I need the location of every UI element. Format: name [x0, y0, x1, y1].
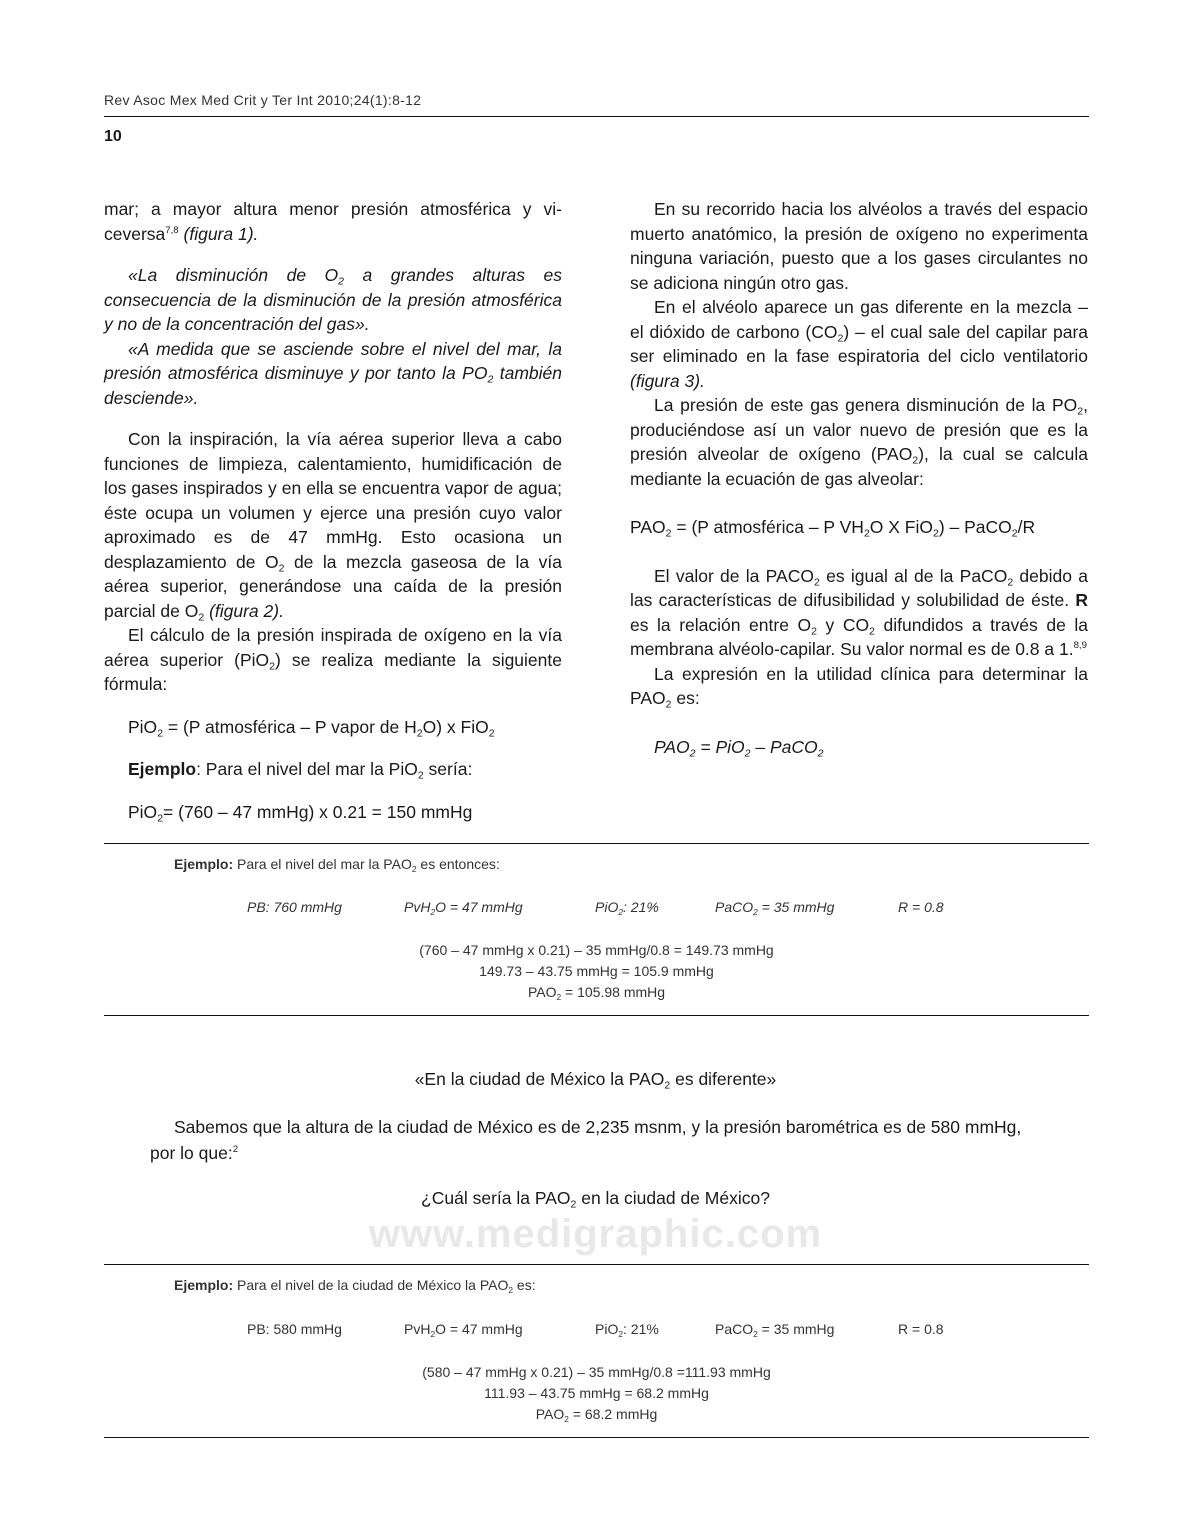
page-number: 10 [104, 128, 122, 145]
subscript: 2 [744, 747, 751, 760]
text-span: , produciéndose así un valor nuevo de presión que es la presión alveolar de oxígeno (PAO [630, 395, 1088, 464]
subscript: 2 [664, 1079, 671, 1092]
text-span: : 21% [623, 899, 659, 915]
text-span: es: [671, 688, 700, 708]
pio2-calculation [104, 800, 562, 825]
pio2-formula [104, 715, 562, 740]
text-span: PiO [595, 1321, 619, 1337]
text-span: : 21% [623, 1321, 659, 1337]
mexico-city-heading [0, 1069, 1191, 1090]
text-span: es diferente» [670, 1069, 777, 1089]
text-span: = (P atmosférica – P VH [671, 517, 864, 537]
alveolar-gas-equation [630, 515, 1088, 540]
text-span: es la relación entre O [630, 614, 812, 635]
box2-calculation [104, 1362, 1089, 1425]
subscript: 2 [278, 562, 285, 575]
text-span: – PaCO [750, 736, 818, 757]
subscript: 2 [817, 747, 824, 760]
figure-reference: (figura 1). [178, 223, 259, 244]
r-label: R [1075, 590, 1088, 610]
paco2-value [715, 1321, 834, 1337]
figure-reference: (figura 3). [630, 370, 705, 391]
header-rule [104, 116, 1089, 117]
pio2-value [595, 1321, 659, 1337]
text-span: «A medida que se asciende sobre el nivel del mar, la presión atmosférica disminuye y por tanto la PO [104, 338, 562, 383]
subscript: 2 [618, 906, 624, 917]
subscript: 2 [813, 576, 820, 589]
text-span: es: [513, 1277, 536, 1293]
text-span: y CO [816, 614, 870, 635]
text-span: = (P atmosférica – P vapor de H [163, 716, 417, 737]
text-span: es entonces: [416, 856, 500, 872]
subscript: 2 [753, 906, 758, 917]
text-span: La expresión en la utilidad clínica para determinar la PAO [630, 663, 1088, 708]
subscript: 2 [689, 747, 696, 760]
box2-lead [174, 1277, 536, 1293]
paragraph-text [150, 1114, 1050, 1166]
subscript: 2 [912, 454, 919, 467]
right-paragraph-3 [630, 393, 1088, 491]
subscript: 2 [869, 625, 875, 638]
example-label: Ejemplo: [174, 1277, 234, 1293]
quote-1 [104, 263, 562, 337]
subscript: 2 [508, 1284, 514, 1295]
subscript: 2 [417, 769, 424, 782]
r-value: R = 0.8 [898, 899, 944, 915]
subscript: 2 [837, 332, 844, 345]
subscript: 2 [338, 275, 345, 288]
subscript: 2 [430, 1328, 436, 1339]
text-span: El valor de la PACO [654, 565, 814, 586]
text-span: es igual al de la PaCO [819, 565, 1008, 586]
text-span: PiO [128, 801, 158, 822]
example-box-mexico-city [104, 1277, 1089, 1427]
text-span: PAO [654, 736, 690, 757]
box2-bottom-rule [104, 1437, 1089, 1438]
paco2-value [715, 899, 834, 915]
text-span: ¿Cuál sería la PAO [421, 1188, 571, 1208]
example-sea-level [104, 757, 562, 782]
example-label: Ejemplo [128, 759, 197, 779]
subscript: 2 [618, 1328, 624, 1339]
subscript: 2 [570, 1198, 577, 1211]
text-span: = (760 – 47 mmHg) x 0.21 = 150 mmHg [163, 801, 473, 822]
text-span: difundidos a través de la membrana alvéolo-capilar. Su valor normal es de 0.8 a 1. [630, 614, 1088, 659]
text-span: /R [1017, 517, 1036, 537]
right-paragraph-4 [630, 564, 1088, 662]
box1-lead [174, 856, 500, 872]
text-span: a grandes alturas es consecuencia de la disminución de la presión atmosférica y no de la concentración del gas». [104, 265, 562, 334]
pb-value: PB: 760 mmHg [247, 899, 342, 915]
text-span: PAO [630, 517, 666, 537]
text-span: PvH [404, 899, 431, 915]
calc-line-3 [104, 982, 1089, 1003]
left-column [104, 197, 562, 824]
subscript: 2 [1011, 527, 1018, 540]
right-column [630, 197, 1088, 759]
text-span: de la mezcla gaseosa de la vía aérea superior, generándose una caída de la presión parcial de O [104, 551, 562, 621]
text-span: O) x FiO [422, 716, 489, 737]
box1-top-rule [104, 843, 1089, 844]
text-span: O = 47 mmHg [435, 899, 523, 915]
subscript: 2 [665, 698, 672, 711]
subscript: 2 [157, 812, 164, 825]
subscript: 2 [416, 727, 423, 740]
box1-calculation [104, 940, 1089, 1003]
subscript: 2 [198, 611, 205, 624]
subscript: 2 [1077, 405, 1084, 418]
text-span: también desciende». [104, 363, 562, 408]
pb-value: PB: 580 mmHg [247, 1321, 342, 1337]
text-span: sería: [423, 759, 473, 779]
pvh2o-value [404, 1321, 523, 1337]
text-span: «La disminución de O [128, 265, 339, 285]
subscript: 2 [753, 1328, 758, 1339]
text-span: ) – el cual sale del capilar para ser eliminado en la fase espiratoria del ciclo ventilatorio [630, 321, 1089, 366]
subscript: 2 [1007, 576, 1014, 589]
watermark: www.medigraphic.com [368, 1212, 823, 1256]
subscript: 2 [556, 991, 562, 1002]
text-span: O = 47 mmHg [435, 1321, 523, 1337]
text-span: Sabemos que la altura de la ciudad de México es de 2,235 msnm, y la presión barométrica es de 580 mmHg, por lo que: [150, 1117, 1022, 1163]
text-span: En el alvéolo aparece un gas diferente en la mezcla – el dióxido de carbono (CO [630, 297, 1088, 342]
subscript: 2 [564, 1413, 569, 1424]
figure-reference: (figura 2). [204, 600, 284, 621]
text-span: mar; a mayor altura menor presión atmosférica y vi- [104, 199, 562, 219]
text-span: Para el nivel del mar la PAO [233, 856, 412, 872]
right-paragraph-1: En su recorrido hacia los alvéolos a través del espacio muerto anatómico, la presión de oxígeno no experimenta ninguna variación, puesto que a los gases circulantes no se adiciona ningún otro gas. [630, 199, 1088, 293]
citation-superscript: 8,9 [1073, 639, 1087, 651]
subscript: 2 [488, 727, 495, 740]
text-span: ) se realiza mediante la siguiente fórmula: [104, 649, 562, 694]
calc-line-1: (580 – 47 mmHg x 0.21) – 35 mmHg/0.8 =111.93 mmHg [422, 1364, 771, 1380]
mexico-city-paragraph [150, 1114, 1050, 1166]
pvh2o-value [404, 899, 523, 915]
right-paragraph-2 [630, 295, 1088, 393]
subscript: 2 [863, 527, 870, 540]
box2-top-rule [104, 1264, 1089, 1265]
left-paragraph-2 [104, 427, 562, 623]
text-span: El cálculo de la presión inspirada de oxígeno en la vía aérea superior (PiO [104, 625, 562, 670]
text-span: O X FiO [869, 517, 933, 537]
citation-superscript: 2 [232, 1143, 239, 1155]
subscript: 2 [157, 727, 164, 740]
subscript: 2 [811, 625, 817, 638]
example-box-sea-level [104, 856, 1089, 1006]
text-span: = 35 mmHg [757, 1321, 835, 1337]
text-span: = 68.2 mmHg [568, 1406, 658, 1422]
calc-line-3 [104, 1404, 1089, 1425]
text-span: debido a las características de difusibilidad y solubilidad de éste. [630, 565, 1088, 610]
text-span: «En la ciudad de México la PAO [414, 1069, 665, 1089]
clinical-pao2-formula [630, 735, 1088, 760]
subscript: 2 [269, 660, 276, 673]
subscript: 2 [430, 906, 436, 917]
text-span: : Para el nivel del mar la PiO [196, 759, 418, 779]
text-span: ceversa [104, 223, 166, 244]
calc-line-2: 149.73 – 43.75 mmHg = 105.9 mmHg [479, 963, 714, 979]
calc-line-2: 111.93 – 43.75 mmHg = 68.2 mmHg [484, 1385, 709, 1401]
left-paragraph-3 [104, 623, 562, 697]
text-span: PAO [535, 1406, 565, 1422]
subscript: 2 [411, 863, 417, 874]
text-span: = 105.98 mmHg [561, 984, 666, 1000]
calc-line-1: (760 – 47 mmHg x 0.21) – 35 mmHg/0.8 = 149.73 mmHg [419, 942, 774, 958]
r-value: R = 0.8 [898, 1321, 944, 1337]
text-span: ) – PaCO [938, 517, 1012, 537]
text-span: La presión de este gas genera disminución de la PO [654, 395, 1078, 415]
text-span: PiO [595, 899, 619, 915]
subscript: 2 [933, 527, 939, 540]
text-span: PaCO [715, 1321, 754, 1337]
left-paragraph-1 [104, 197, 562, 246]
box1-bottom-rule [104, 1015, 1089, 1016]
citation-superscript: 7,8 [165, 224, 179, 236]
text-span: PAO [527, 984, 557, 1000]
text-span: PaCO [715, 899, 754, 915]
text-span: = PiO [695, 736, 745, 757]
text-span: = 35 mmHg [757, 899, 835, 915]
text-span: ), la cual se calcula mediante la ecuación de gas alveolar: [630, 444, 1088, 489]
mexico-city-question [0, 1188, 1191, 1209]
example-label: Ejemplo: [174, 856, 234, 872]
quote-2 [104, 337, 562, 411]
pio2-value [595, 899, 659, 915]
text-span: Con la inspiración, la vía aérea superior lleva a cabo funciones de limpieza, calentamiento, humidificación de los gases inspirados y en ella se encuentra vapor de agua; éste ocupa un volumen y ejerce una presión cuyo valor aproximado es de 47 mmHg. Esto ocasiona un desplazamiento de O [104, 429, 562, 572]
subscript: 2 [665, 527, 672, 540]
text-span: PvH [404, 1321, 431, 1337]
journal-header: Rev Asoc Mex Med Crit y Ter Int 2010;24(1):8-12 [104, 92, 422, 108]
right-paragraph-5 [630, 662, 1088, 711]
text-span: PiO [128, 716, 158, 737]
text-span: Para el nivel de la ciudad de México la PAO [233, 1277, 509, 1293]
subscript: 2 [487, 373, 494, 386]
text-span: en la ciudad de México? [576, 1188, 770, 1208]
